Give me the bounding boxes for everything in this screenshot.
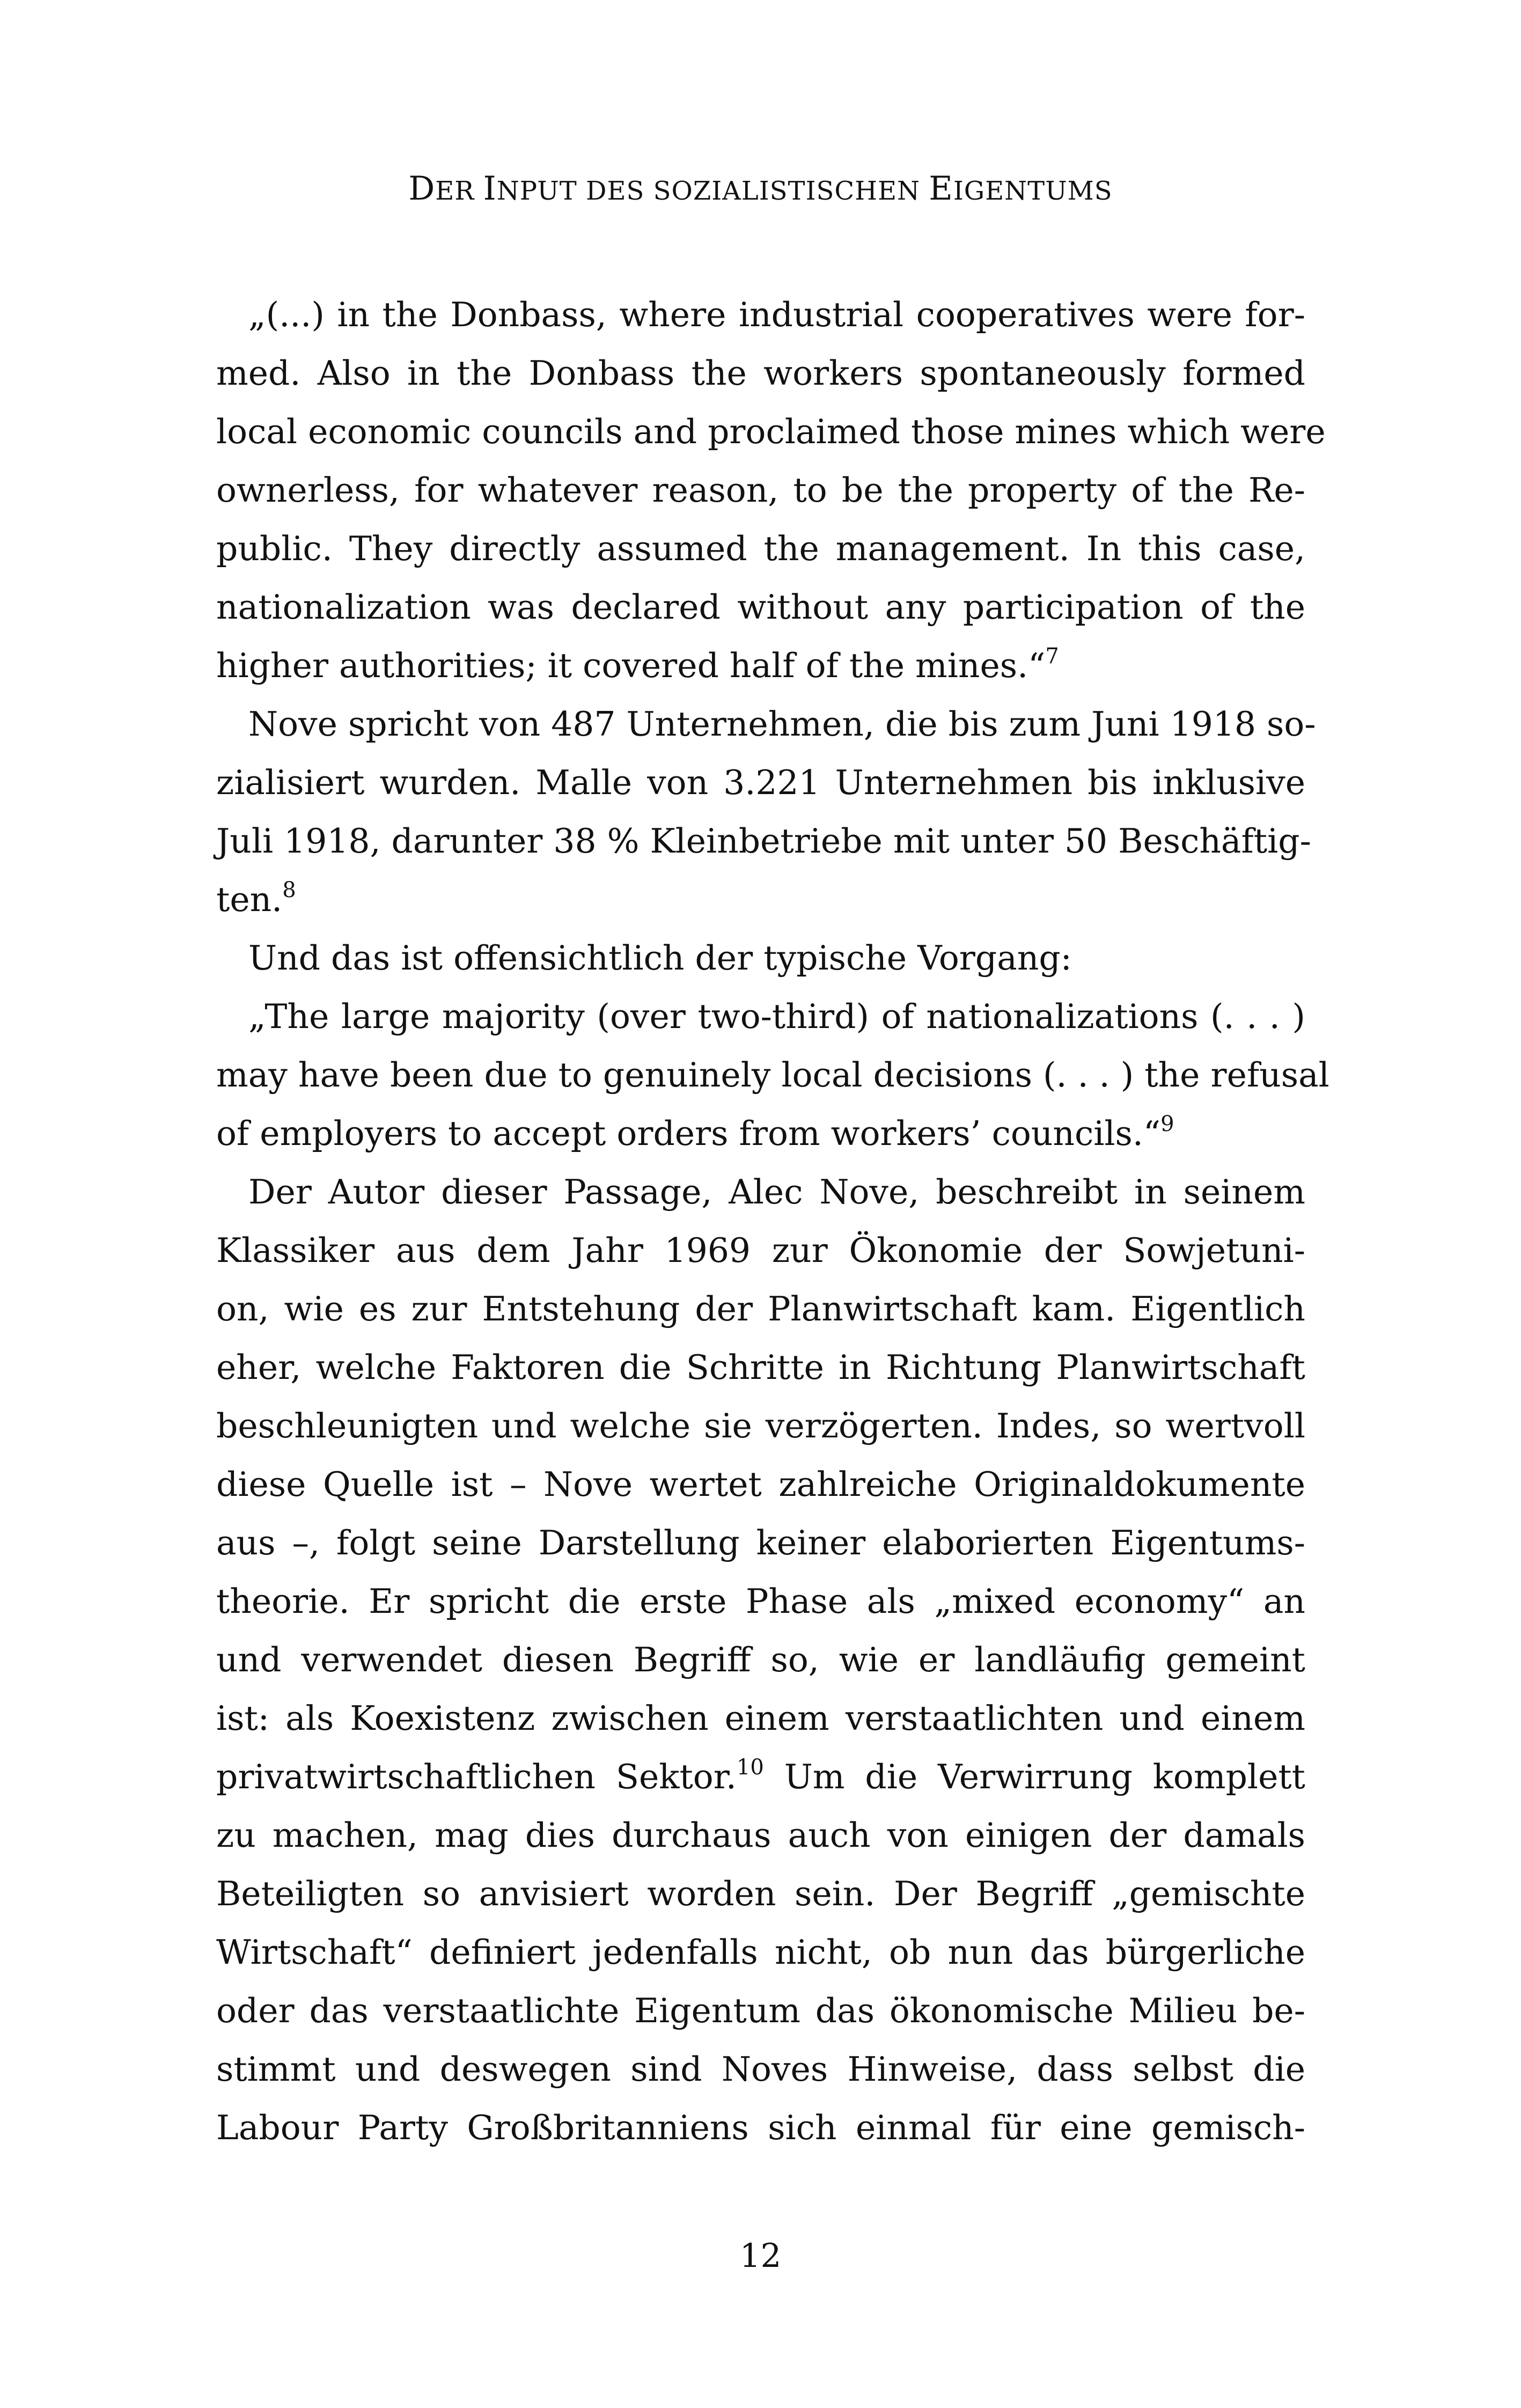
- text-segment: beschleunigten und welche sie verzögerten. Indes, so wertvoll: [216, 1406, 1305, 1445]
- text-segment: Labour Party Großbritanniens sich einmal für eine gemisch-: [216, 2108, 1305, 2147]
- text-line: [216, 1397, 1305, 1455]
- text-line: [216, 519, 1305, 578]
- footnote-marker[interactable]: 10: [736, 1755, 764, 1780]
- text-segment: Und das ist offensichtlich der typische Vorgang:: [248, 938, 1072, 978]
- running-head-part: ER: [435, 176, 483, 206]
- text-line: [216, 1806, 1305, 1864]
- text-segment: zu machen, mag dies durchaus auch von einigen der damals: [216, 1816, 1305, 1855]
- text-segment: local economic councils and proclaimed those mines which were: [216, 412, 1326, 451]
- text-line: [216, 1748, 1305, 1806]
- text-line: [216, 636, 1305, 695]
- text-segment: higher authorities; it covered half of the mines.“: [216, 646, 1046, 685]
- text-segment: zialisiert wurden. Malle von 3.221 Unternehmen bis inklusive: [216, 763, 1305, 802]
- text-line: [216, 812, 1311, 870]
- running-head-part: IGENTUMS: [953, 176, 1113, 206]
- text-line: [216, 344, 1305, 402]
- running-head: [0, 167, 1521, 212]
- text-segment: public. They directly assumed the management. In this case,: [216, 529, 1305, 568]
- text-line: [216, 1923, 1305, 1981]
- text-line: [216, 1455, 1305, 1514]
- text-line: [216, 2098, 1305, 2157]
- text-line: [216, 1689, 1305, 1748]
- text-segment: oder das verstaatlichte Eigentum das ökonomische Milieu be-: [216, 1991, 1305, 2030]
- text-line: [216, 1221, 1305, 1280]
- text-line: [216, 1864, 1305, 1923]
- text-line: [216, 578, 1305, 636]
- footnote-marker[interactable]: 7: [1045, 644, 1059, 669]
- text-segment: may have been due to genuinely local decisions (. . . ) the refusal: [216, 1055, 1329, 1095]
- text-segment: med. Also in the Donbass the workers spontaneously formed: [216, 354, 1305, 393]
- text-segment: Nove spricht von 487 Unternehmen, die bis zum Juni 1918 so-: [248, 704, 1316, 744]
- text-line: [216, 987, 1305, 1046]
- text-segment: Um die Verwirrung komplett: [763, 1757, 1305, 1796]
- page-number: 12: [739, 2237, 782, 2275]
- text-segment: Beteiligten so anvisiert worden sein. Der Begriff „gemischte: [216, 1874, 1305, 1913]
- text-line: [216, 1631, 1305, 1689]
- text-segment: eher, welche Faktoren die Schritte in Richtung Planwirtschaft: [216, 1348, 1305, 1387]
- text-segment: diese Quelle ist – Nove wertet zahlreiche Originaldokumente: [216, 1465, 1305, 1504]
- running-head-part: E: [929, 170, 953, 208]
- running-head-part: NPUT DES SOZIALISTISCHEN: [496, 176, 929, 206]
- text-line: [216, 285, 1305, 344]
- text-segment: nationalization was declared without any participation of the: [216, 588, 1305, 627]
- text-segment: on, wie es zur Entstehung der Planwirtschaft kam. Eigentlich: [216, 1289, 1305, 1328]
- running-head-part: I: [483, 170, 497, 208]
- text-segment: ownerless, for whatever reason, to be the property of the Re-: [216, 471, 1305, 510]
- text-segment: „(...) in the Donbass, where industrial cooperatives were for-: [248, 295, 1305, 334]
- running-head-part: D: [408, 170, 436, 208]
- text-segment: Juli 1918, darunter 38 % Kleinbetriebe mit unter 50 Beschäftig-: [216, 821, 1311, 861]
- text-segment: ten.: [216, 880, 283, 919]
- text-line: [216, 1338, 1305, 1397]
- text-line: [216, 929, 1305, 987]
- text-line: [216, 1572, 1305, 1631]
- body-text: [216, 285, 1329, 2157]
- text-segment: „The large majority (over two-third) of nationalizations (. . . ): [248, 997, 1305, 1036]
- text-line: [216, 2040, 1305, 2098]
- text-line: [216, 1280, 1305, 1338]
- text-segment: Der Autor dieser Passage, Alec Nove, beschreibt in seinem: [248, 1172, 1305, 1212]
- text-line: [216, 402, 1326, 461]
- text-segment: und verwendet diesen Begriff so, wie er landläufig gemeint: [216, 1640, 1305, 1679]
- footnote-marker[interactable]: 9: [1160, 1112, 1174, 1136]
- text-segment: stimmt und deswegen sind Noves Hinweise, dass selbst die: [216, 2050, 1305, 2089]
- text-line: [216, 461, 1305, 519]
- text-line: [216, 870, 1305, 929]
- text-segment: Wirtschaft“ definiert jedenfalls nicht, ob nun das bürgerliche: [216, 1933, 1305, 1972]
- text-segment: theorie. Er spricht die erste Phase als „mixed economy“ an: [216, 1582, 1305, 1621]
- text-line: [216, 1981, 1305, 2040]
- text-line: [216, 1104, 1305, 1163]
- text-segment: of employers to accept orders from workers’ councils.“: [216, 1114, 1161, 1153]
- text-segment: Klassiker aus dem Jahr 1969 zur Ökonomie der Sowjetuni-: [216, 1231, 1305, 1270]
- text-line: [216, 1046, 1329, 1104]
- text-line: [216, 1163, 1305, 1221]
- text-segment: privatwirtschaftlichen Sektor.: [216, 1757, 737, 1796]
- text-segment: ist: als Koexistenz zwischen einem verstaatlichten und einem: [216, 1699, 1305, 1738]
- text-line: [216, 695, 1316, 753]
- text-line: [216, 1514, 1305, 1572]
- text-line: [216, 753, 1305, 812]
- text-segment: aus –, folgt seine Darstellung keiner elaborierten Eigentums-: [216, 1523, 1305, 1562]
- footnote-marker[interactable]: 8: [282, 878, 296, 902]
